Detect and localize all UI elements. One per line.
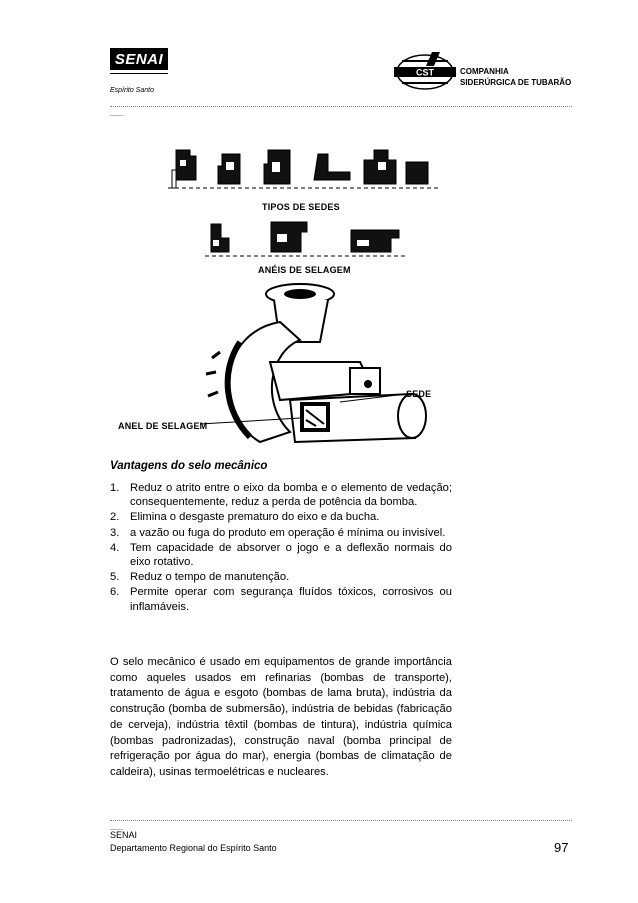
footer-tick: ____ — [110, 824, 124, 830]
senai-logo-text: SENAI — [114, 50, 164, 68]
senai-subtitle: Espírito Santo — [110, 87, 154, 94]
list-item-text: Reduz o tempo de manutenção. — [130, 571, 290, 584]
footer-org: SENAI — [110, 830, 138, 840]
list-item — [110, 585, 452, 613]
section-title: Vantagens do selo mecânico — [110, 460, 268, 472]
cst-company-name — [460, 66, 571, 88]
list-item — [110, 570, 452, 584]
cst-line-1: COMPANHIA — [460, 67, 509, 76]
senai-logo — [110, 48, 168, 70]
list-item-text: Permite operar com segurança fluídos tóxicos, corrosivos ou inflamáveis. — [130, 586, 452, 613]
list-item — [110, 526, 452, 540]
list-item-number: 1. — [110, 482, 120, 494]
list-item-text: a vazão ou fuga do produto em operação é mínima ou invisível. — [130, 526, 446, 539]
caption-seat-types: TIPOS DE SEDES — [262, 202, 340, 212]
seat-types-figure — [168, 140, 438, 196]
list-item — [110, 481, 452, 509]
list-item-number: 5. — [110, 571, 120, 584]
header-tick: ____ — [110, 110, 124, 116]
mechanical-seal-assembly-figure — [200, 282, 430, 454]
page-number: 97 — [554, 840, 569, 855]
footer-department: Departamento Regional do Espírito Santo — [110, 843, 277, 853]
list-item-number: 3. — [110, 526, 120, 539]
body-paragraph: O selo mecânico é usado em equipamentos de grande importância como aqueles usados em refinarias (bombas de transporte), tratamento de água e esgoto (bombas de lama bruta), indústria da construção (bomba de submersão), indústria de bebidas (fabricação de cerveja), indústria têxtil (bombas de tintura), indústria química (bombas padronizadas), construção naval (bomba principal de refrigeração por água do mar), energia (bombas de climatação de caldeira), usinas termoelétricas e nucleares. — [110, 656, 452, 778]
list-item-text: Tem capacidade de absorver o jogo e a deflexão normais do eixo rotativo. — [130, 541, 452, 569]
header-divider — [110, 106, 572, 107]
advantages-list — [110, 481, 452, 615]
cst-logo — [394, 52, 456, 92]
list-item-text: Reduz o atrito entre o eixo da bomba e o elemento de vedação; consequentemente, reduz a perda de potência da bomba. — [130, 482, 452, 509]
label-seal-ring: ANEL DE SELAGEM — [118, 421, 208, 431]
list-item-number: 6. — [110, 586, 120, 599]
list-item — [110, 510, 452, 524]
list-item-text: Elimina o desgaste prematuro do eixo e da bucha. — [130, 511, 380, 524]
seal-rings-figure — [205, 216, 405, 260]
label-seat: SEDE — [406, 389, 432, 399]
caption-seal-rings: ANÉIS DE SELAGEM — [258, 265, 351, 275]
senai-logo-rule — [110, 73, 168, 74]
cst-line-2: SIDERÚRGICA DE TUBARÃO — [460, 78, 572, 87]
footer-divider — [110, 820, 572, 821]
cst-logo-text: CST — [416, 67, 434, 78]
list-item-number: 2. — [110, 511, 120, 524]
list-item — [110, 541, 452, 569]
list-item-number: 4. — [110, 541, 120, 554]
